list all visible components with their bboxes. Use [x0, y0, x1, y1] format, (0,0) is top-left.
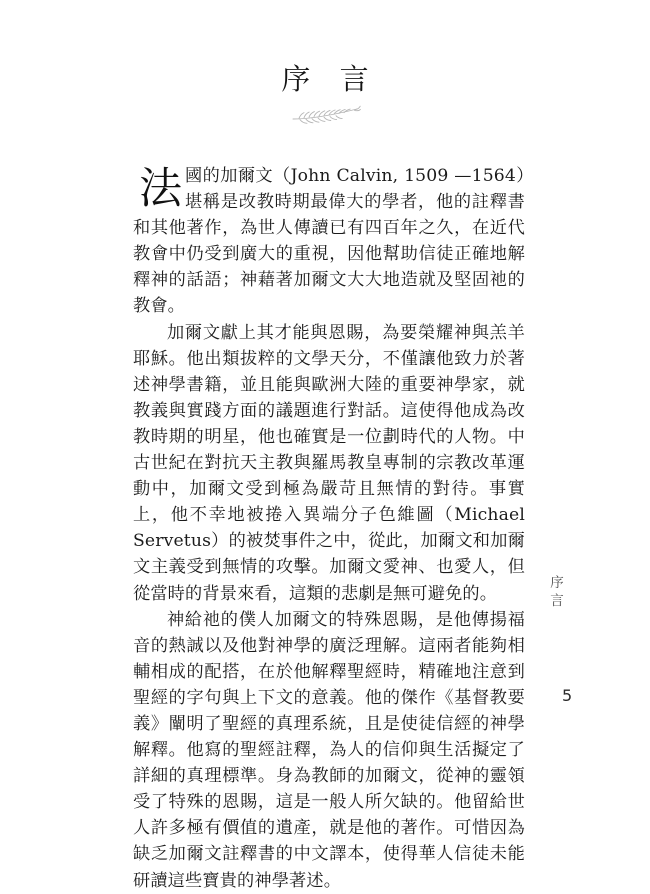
margin-running-head — [547, 574, 567, 610]
margin-running-head-char-2: 言 — [550, 593, 564, 609]
paragraph-1 — [133, 163, 525, 320]
paragraph-2-text: 加爾文獻上其才能與恩賜，為要榮耀神與羔羊耶穌。他出類拔粹的文學天分，不僅讓他致力於著述神學書籍，並且能與歐洲大陸的重要神學家，就教義與實踐方面的議題進行對話。這使得他成為改教時期的明星，他也確實是一位劃時代的人物。中古世紀在對抗天主教與羅馬教皇專制的宗教改革運動中，加爾文受到極為嚴苛且無情的對待。事實上，他不幸地被捲入異端分子色維圖（Michael Servetus）的被焚事件之中，從此，加爾文和加爾文主義受到無情的攻擊。加爾文愛神、也愛人，但從當時的背景來看，這類的悲劇是無可避免的。 — [133, 322, 525, 604]
paragraph-3-text: 神給祂的僕人加爾文的特殊恩賜，是他傳揚福音的熱誠以及他對神學的廣泛理解。這兩者能夠相輔相成的配搭，在於他解釋聖經時，精確地注意到聖經的字句與上下文的意義。他的傑作《基督教要義》闡明了聖經的真理系統，且是使徒信經的神學解釋。他寫的聖經註釋，為人的信仰與生活擬定了詳細的真理標準。身為教師的加爾文，從神的靈領受了特殊的恩賜，這是一般人所欠缺的。他留給世人許多極有價值的遺產，就是他的著作。可惜因為缺乏加爾文註釋書的中文譯本，使得華人信徒未能研讀這些寶貴的神學著述。 — [133, 609, 525, 891]
page-number: 5 — [562, 686, 573, 705]
body-text-column — [133, 163, 525, 894]
laurel-branch-ornament-icon — [289, 104, 361, 126]
paragraph-2 — [133, 320, 525, 607]
page-title: 序 言 — [281, 62, 379, 96]
paragraph-3 — [133, 607, 525, 894]
ornament-container — [0, 104, 650, 126]
drop-cap: 法 — [139, 164, 182, 214]
margin-running-head-char-1: 序 — [550, 575, 564, 591]
chapter-title-block — [0, 62, 650, 96]
paragraph-1-text: 國的加爾文（John Calvin, 1509 —1564）堪稱是改教時期最偉大的學者，他的註釋書和其他著作，為世人傳讀已有四百年之久，在近代教會中仍受到廣大的重視，因他幫助信徒正確地解釋神的話語；神藉著加爾文大大地造就及堅固祂的教會。 — [133, 166, 525, 317]
